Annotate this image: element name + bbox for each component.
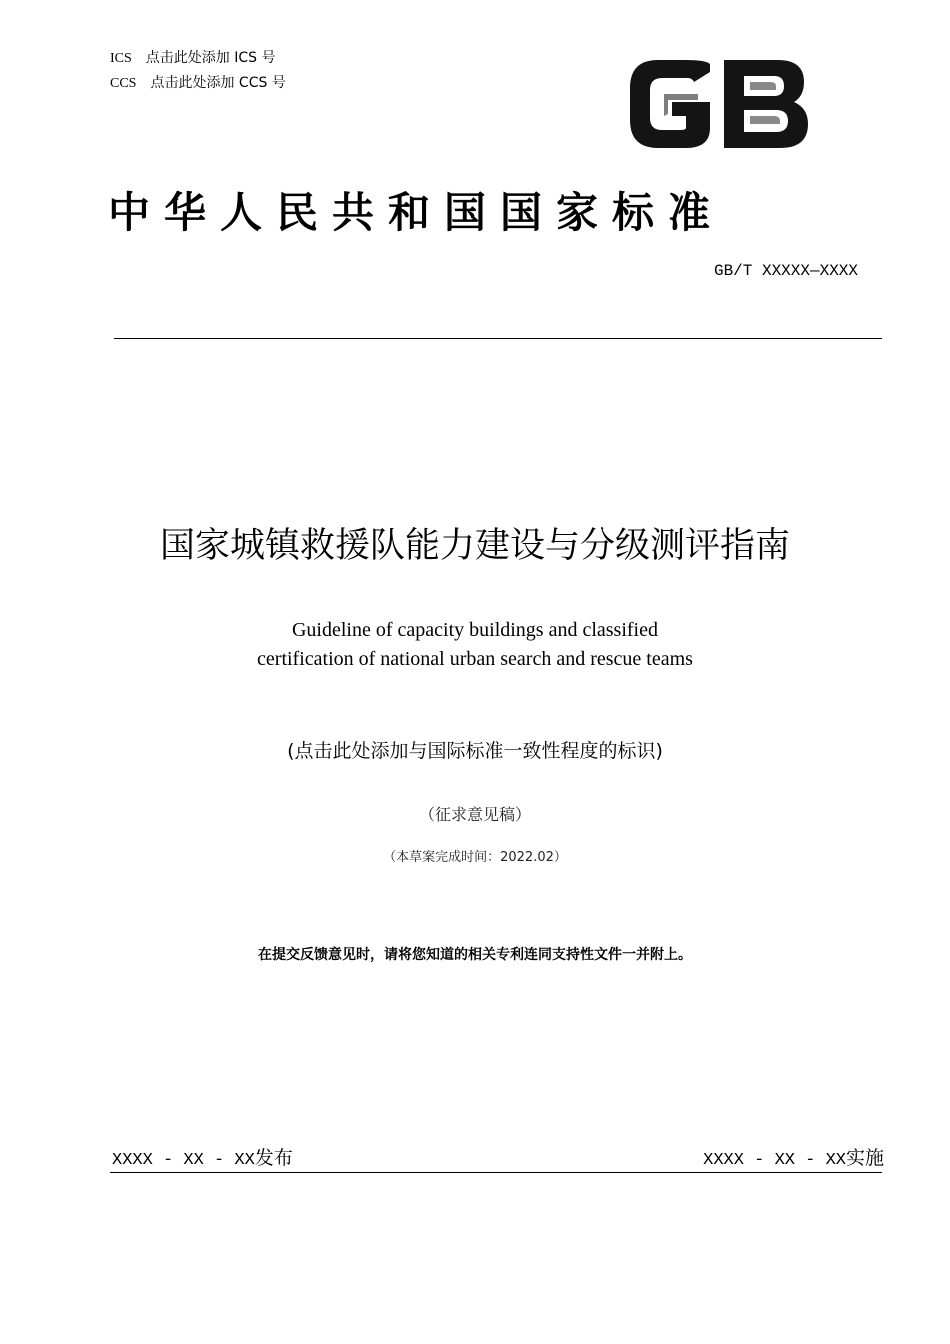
draft-completion-date: （本草案完成时间：2022.02）	[383, 850, 567, 865]
issue-date-value: XXXX - XX - XX	[112, 1151, 255, 1170]
patent-notice: 在提交反馈意见时，请将您知道的相关专利连同支持性文件一并附上。	[258, 947, 692, 963]
draft-label: （征求意见稿）	[418, 805, 531, 824]
ics-placeholder[interactable]: 点击此处添加 ICS 号	[145, 50, 276, 66]
ccs-code: CCS	[110, 76, 137, 91]
document-title-en	[0, 616, 950, 674]
ccs-placeholder[interactable]: 点击此处添加 CCS 号	[150, 75, 286, 91]
implementation-date	[703, 1143, 884, 1170]
document-title-cn: 国家城镇救援队能力建设与分级测评指南	[159, 526, 790, 566]
top-divider	[114, 338, 882, 339]
consistency-placeholder[interactable]: (点击此处添加与国际标准一致性程度的标识)	[287, 740, 663, 762]
ics-code: ICS	[110, 51, 132, 66]
issue-date	[112, 1143, 293, 1170]
impl-label: 实施	[845, 1147, 884, 1169]
bottom-divider	[110, 1172, 882, 1173]
standard-category-title: 中华人民共和国国家标准	[108, 188, 725, 237]
ics-line	[110, 47, 276, 67]
impl-date-value: XXXX - XX - XX	[703, 1151, 846, 1170]
ccs-line	[110, 72, 286, 92]
title-en-line-2: certification of national urban search and rescue teams	[257, 648, 693, 670]
issue-label: 发布	[254, 1147, 293, 1169]
standard-number: GB/T XXXXX—XXXX	[713, 262, 858, 280]
title-en-line-1: Guideline of capacity buildings and classified	[291, 619, 658, 641]
gb-logo	[628, 58, 810, 150]
